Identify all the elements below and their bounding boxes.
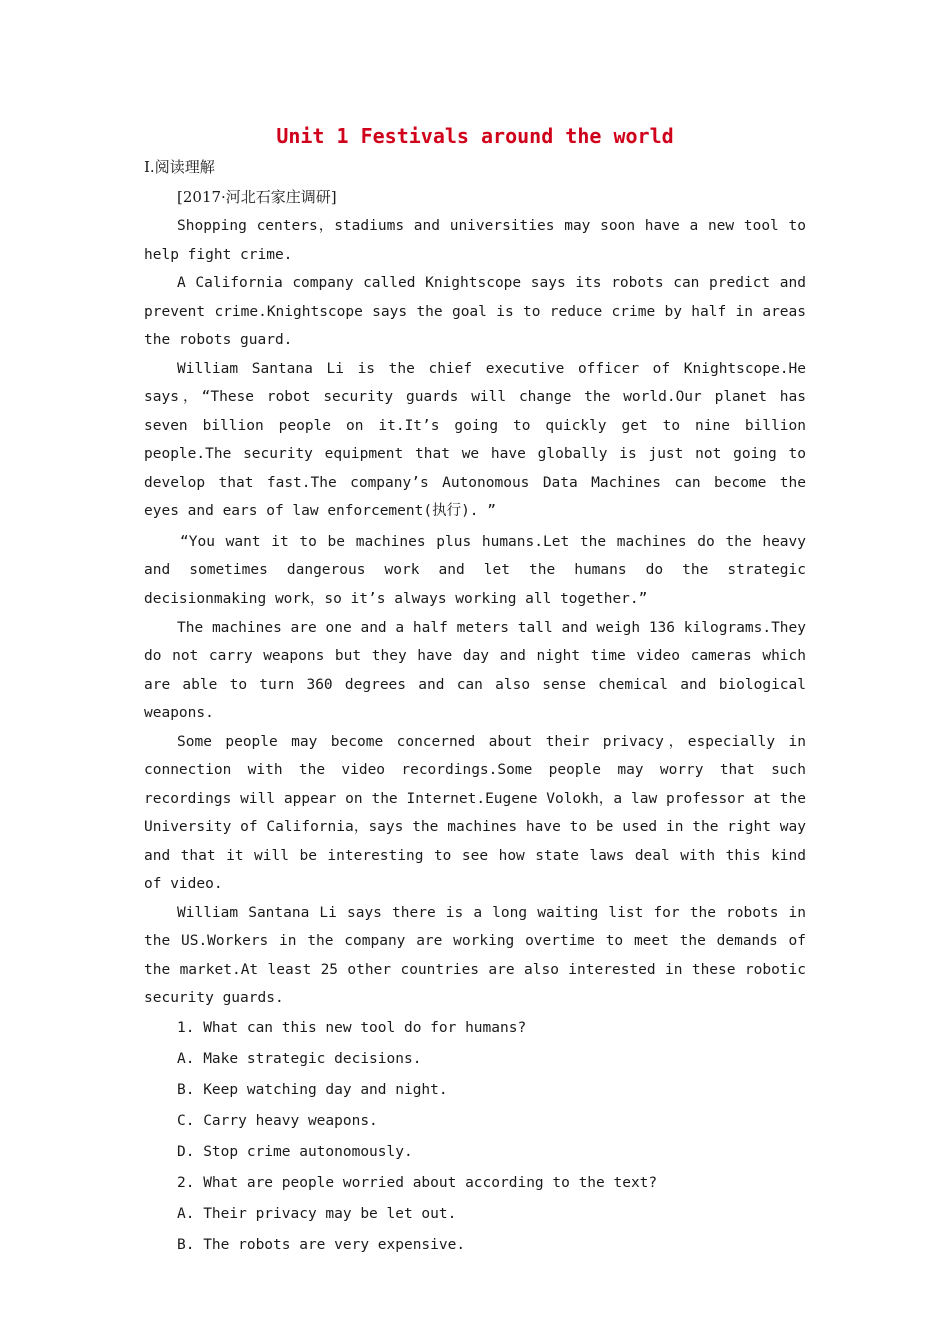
paragraph: William Santana Li is the chief executive officer of Knightscope.He says，“These robot security guards will change the world.Our planet has seven billion people on it.It’s going to quickly get to nine billion people.The security equipment that we have globally is just not going to develop that fast.The company’s Autonomous Data Machines can become the eyes and ears of law enforcement(执行). ” — [144, 360, 806, 519]
question-option: B. Keep watching day and night. — [177, 1081, 448, 1098]
document-page — [144, 120, 806, 1261]
source-note: [2017·河北石家庄调研] — [177, 188, 337, 206]
question-option: A. Their privacy may be let out. — [177, 1205, 457, 1222]
question-option: A. Make strategic decisions. — [177, 1050, 422, 1067]
question-option: B. The robots are very expensive. — [177, 1236, 466, 1253]
question-option: D. Stop crime autonomously. — [177, 1143, 413, 1160]
paragraph: Some people may become concerned about their privacy，especially in connection with the video recordings.Some people may worry that such recordings will appear on the Internet.Eugene Volokh，a law professor at the University of California，says the machines have to be used in the right way and that it will be interesting to see how state laws deal with this kind of video. — [144, 733, 806, 893]
section-heading: Ⅰ.阅读理解 — [144, 158, 215, 176]
question-stem: 2. What are people worried about according to the text? — [177, 1174, 658, 1191]
document-title: Unit 1 Festivals around the world — [276, 124, 674, 148]
paragraph: William Santana Li says there is a long waiting list for the robots in the US.Workers in the company are working overtime to meet the demands of the market.At least 25 other countries are also interested in these robotic security guards. — [144, 904, 806, 1007]
question-option: C. Carry heavy weapons. — [177, 1112, 378, 1129]
paragraph: “You want it to be machines plus humans.Let the machines do the heavy and sometimes dangerous work and let the humans do the strategic decisionmaking work，so it’s always working all together.” — [144, 533, 806, 608]
paragraph: A California company called Knightscope says its robots can predict and prevent crime.Knightscope says the goal is to reduce crime by half in areas the robots guard. — [144, 275, 806, 348]
question-stem: 1. What can this new tool do for humans? — [177, 1019, 527, 1036]
paragraph: The machines are one and a half meters tall and weigh 136 kilograms.They do not carry weapons but they have day and night time video cameras which are able to turn 360 degrees and can also sense chemical and biological weapons. — [144, 619, 806, 722]
paragraph: Shopping centers，stadiums and universities may soon have a new tool to help fight crime. — [144, 218, 806, 263]
